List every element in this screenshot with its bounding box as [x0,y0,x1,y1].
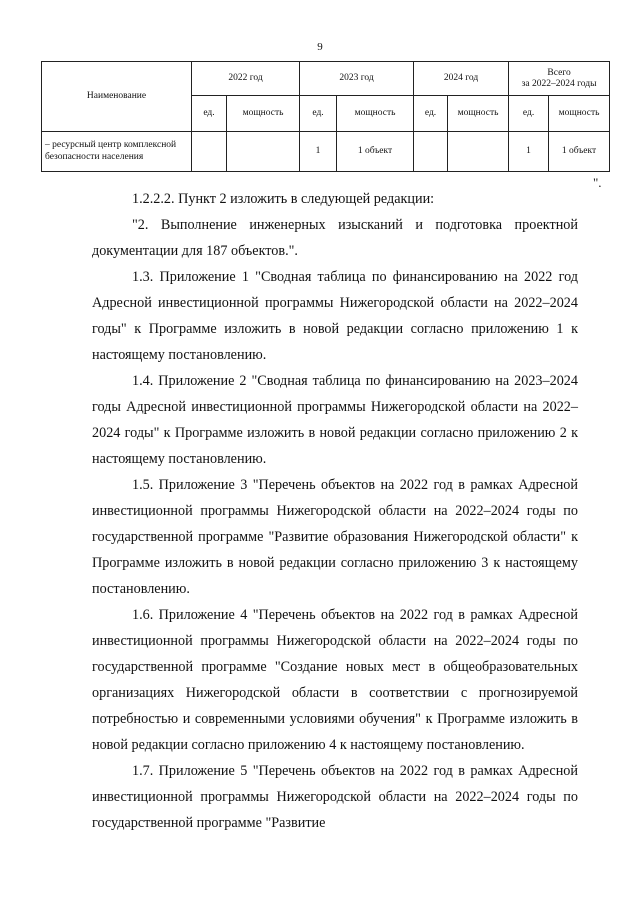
cell-power-2023: 1 объект [337,132,414,172]
cell-power-2024 [448,132,509,172]
header-year-2024: 2024 год [414,62,509,96]
paragraph-1-7: 1.7. Приложение 5 "Перечень объектов на 2022 год в рамках Адресной инвестиционной программы Нижегородской области на 2022–2024 годы по государственной программе "Развитие [92,763,578,831]
row-name: – ресурсный центр комплексной безопасности населения [42,132,192,172]
cell-units-2022 [192,132,227,172]
cell-units-2023: 1 [300,132,337,172]
cell-units-total: 1 [509,132,549,172]
subheader-units-2024: ед. [414,96,448,132]
paragraph-1-5: 1.5. Приложение 3 "Перечень объектов на 2022 год в рамках Адресной инвестиционной программы Нижегородской области на 2022–2024 годы по государственной программе "Развитие образования Нижегородской области" к Программе изложить в новой редакции согласно приложению 3 к настоящему постановлению. [92,477,578,597]
header-total: Всего за 2022–2024 годы [509,62,610,96]
document-body [92,186,578,836]
subheader-power-total: мощность [549,96,610,132]
page-number: 9 [317,41,323,53]
investment-table [41,61,610,172]
closing-quote: ". [593,175,602,190]
paragraph-1-2-2-2: 1.2.2.2. Пункт 2 изложить в следующей редакции: [132,191,435,207]
subheader-power-2023: мощность [337,96,414,132]
subheader-power-2022: мощность [227,96,300,132]
subheader-units-2023: ед. [300,96,337,132]
cell-power-2022 [227,132,300,172]
paragraph-1-6: 1.6. Приложение 4 "Перечень объектов на 2022 год в рамках Адресной инвестиционной программы Нижегородской области на 2022–2024 годы по государственной программе "Создание новых мест в общеобразовательных организациях Нижегородской области в соответствии с прогнозируемой потребностью и современными условиями обучения" к Программе изложить в новой редакции согласно приложению 4 к настоящему постановлению. [92,607,578,753]
table-row [42,132,610,172]
header-year-2022: 2022 год [192,62,300,96]
subheader-power-2024: мощность [448,96,509,132]
paragraph-1-3: 1.3. Приложение 1 "Сводная таблица по финансированию на 2022 год Адресной инвестиционной программы Нижегородской области на 2022–2024 годы" к Программе изложить в новой редакции согласно приложению 1 к настоящему постановлению. [92,269,578,363]
table-header-row [42,62,610,96]
cell-power-total: 1 объект [549,132,610,172]
paragraph-quote-2: "2. Выполнение инженерных изысканий и подготовка проектной документации для 187 объектов.". [92,217,578,259]
cell-units-2024 [414,132,448,172]
subheader-units-2022: ед. [192,96,227,132]
header-name: Наименование [42,62,192,132]
subheader-units-total: ед. [509,96,549,132]
paragraph-1-4: 1.4. Приложение 2 "Сводная таблица по финансированию на 2023–2024 годы Адресной инвестиционной программы Нижегородской области на 2022–2024 годы" к Программе изложить в новой редакции согласно приложению 2 к настоящему постановлению. [92,373,578,467]
header-year-2023: 2023 год [300,62,414,96]
